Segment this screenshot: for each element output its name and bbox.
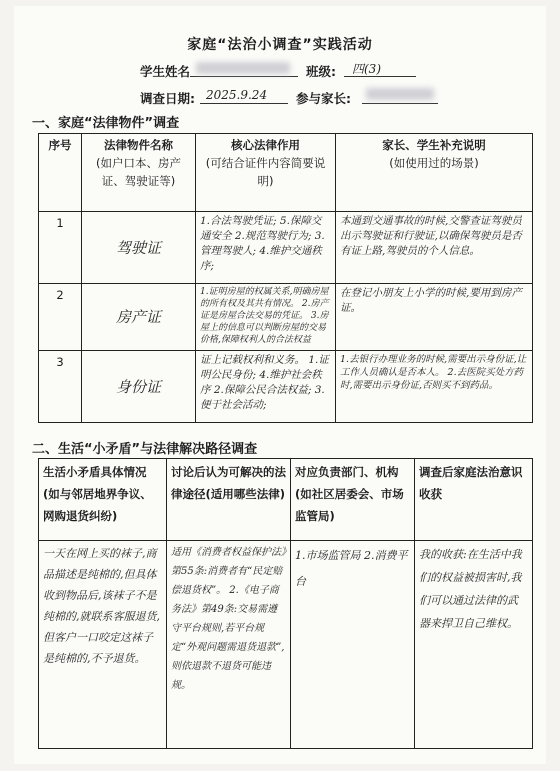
row-notes: 本通到交通事故的时候,交警查证驾驶员出示驾驶证和行驶证,以确保驾驶员是否有证上路,驾驶员的个人信息。 xyxy=(336,212,533,284)
family-gain: 我的收获:在生活中我们的权益被损害时,我们可以通过法律的武器来捍卫自己维权。 xyxy=(415,541,533,749)
table-row xyxy=(39,212,533,284)
header-core-role-title: 核心法律作用 xyxy=(231,138,300,152)
header-notes-title: 家长、学生补充说明 xyxy=(382,138,486,152)
section1-heading: 一、家庭“法律物件”调查 xyxy=(32,116,180,131)
row-core-role: 1.证明房屋的权属关系,明确房屋的所有权及其共有情况。 2.房产证是房屋合法交易的凭证。 3.房屋上的信息可以判断房屋的交易价格,保障权利人的合法权益 xyxy=(196,284,336,351)
section2-heading: 二、生活“小矛盾”与法律解决路径调查 xyxy=(32,442,258,457)
row-notes: 1.去银行办理业务的时候,需要出示身份证,让工作人员确认是否本人。 2.去医院买处方药时,需要出示身份证,否则买不到药品。 xyxy=(336,351,533,423)
redacted-parent xyxy=(366,88,434,100)
survey-date-value: 2025.9.24 xyxy=(206,88,268,102)
row-no: 1 xyxy=(39,212,82,284)
header-item-name xyxy=(82,134,196,212)
page-title: 家庭“法治小调查”实践活动 xyxy=(187,37,373,53)
header-conflict: 生活小矛盾具体情况(如与邻居地界争议、网购退货纠纷) xyxy=(39,459,167,541)
table-row xyxy=(39,351,533,423)
table-header-row xyxy=(39,134,533,212)
conflict-row xyxy=(39,541,533,749)
worksheet-page xyxy=(14,6,546,764)
row-no: 2 xyxy=(39,284,82,351)
parent-label: 参与家长: xyxy=(296,91,351,106)
header-core-role xyxy=(196,134,336,212)
header-notes xyxy=(336,134,533,212)
legal-items-table xyxy=(38,133,533,423)
header-gain: 调查后家庭法治意识收获 xyxy=(415,459,533,541)
row-notes: 在登记小朋友上小学的时候,要用到房产证。 xyxy=(336,284,533,351)
redacted-name xyxy=(196,62,290,74)
row-core-role: 1.合法驾驶凭证; 5.保障交通安全 2.规范驾驶行为; 3.管理驾驶人; 4.维护交通秩序; xyxy=(196,212,336,284)
row-item-name: 驾驶证 xyxy=(82,212,196,284)
header-item-name-title: 法律物件名称 xyxy=(104,138,173,152)
header-no: 序号 xyxy=(39,134,82,212)
survey-date-label: 调查日期: xyxy=(140,91,195,106)
conflict-table xyxy=(38,458,533,749)
row-item-name: 房产证 xyxy=(82,284,196,351)
header-legal-path: 讨论后认为可解决的法律途径(适用哪些法律) xyxy=(167,459,291,541)
department: 1.市场监管局 2.消费平台 xyxy=(291,541,415,749)
header-notes-sub: (如使用过的场景) xyxy=(389,156,479,170)
header-item-name-sub: (如户口本、房产证、驾驶证等) xyxy=(96,156,181,188)
header-core-role-sub: (可结合证件内容简要说明) xyxy=(205,156,326,188)
row-core-role: 证上记载权利和义务。 1.证明公民身份; 4.维护社会秩序 2.保障公民合法权益; 3.便于社会活动; xyxy=(196,351,336,423)
header-department: 对应负责部门、机构(如社区居委会、市场监管局) xyxy=(291,459,415,541)
row-no: 3 xyxy=(39,351,82,423)
table-row xyxy=(39,284,533,351)
class-label: 班级: xyxy=(306,64,336,79)
conflict-header-row xyxy=(39,459,533,541)
class-value: 四(3) xyxy=(352,62,381,76)
student-name-label: 学生姓名 xyxy=(140,64,191,79)
legal-path: 适用《消费者权益保护法》第55条:消费者有“民定赔偿退货权”。 2.《电子商务法》第49条:交易需遵守平台规则,若平台规定“外观问题需退货退款”,则依退款不退货可能违规。 xyxy=(167,541,291,749)
conflict-description: 一天在网上买的袜子,商品描述是纯棉的,但具体收到物品后,该袜子不是纯棉的,就联系客服退货,但客户一口咬定这袜子是纯棉的,不予退货。 xyxy=(39,541,167,749)
row-item-name: 身份证 xyxy=(82,351,196,423)
